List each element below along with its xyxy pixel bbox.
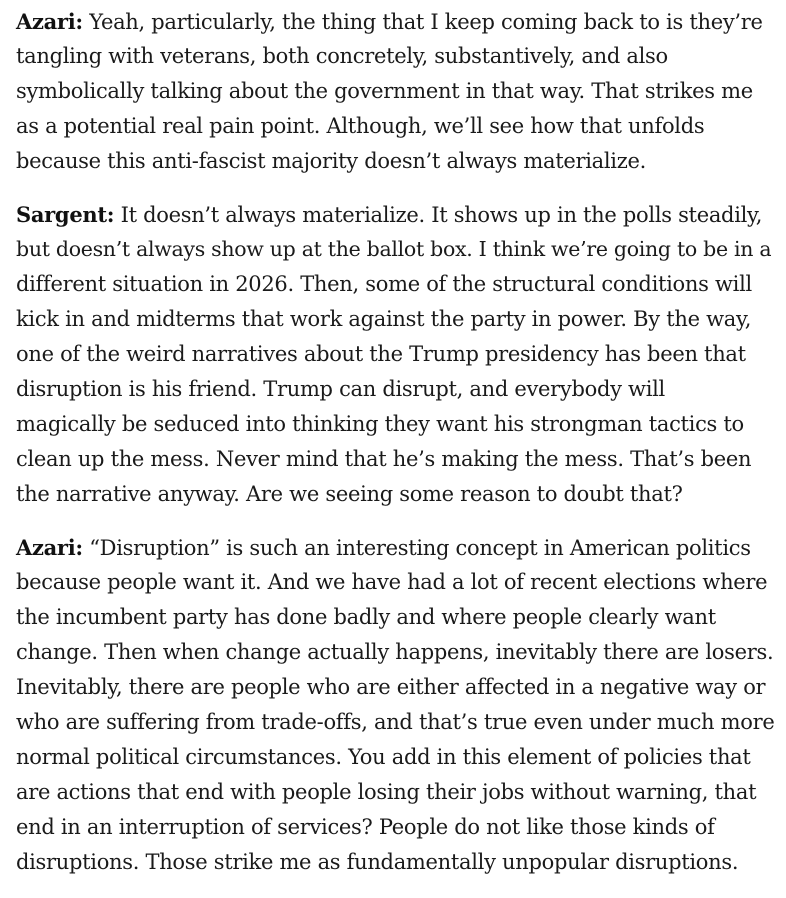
paragraph-azari-1 (16, 4, 782, 179)
speaker-name: Azari: (16, 9, 83, 34)
text-line: the narrative anyway. Are we seeing some reason to doubt that? (16, 482, 683, 506)
text-line: change. Then when change actually happens, inevitably there are losers. (16, 640, 774, 664)
article-body (16, 4, 782, 898)
text-line: but doesn’t always show up at the ballot box. I think we’re going to be in a (16, 237, 772, 261)
text-line: normal political circumstances. You add in this element of policies that (16, 745, 751, 769)
text-line: because people want it. And we have had a lot of recent elections where (16, 570, 768, 594)
text-span: It doesn’t always materialize. It shows up in the polls steadily, (120, 203, 763, 227)
text-line (16, 197, 782, 232)
text-line: as a potential real pain point. Although, we’ll see how that unfolds (16, 114, 705, 138)
text-line (16, 530, 782, 565)
text-line: disruptions. Those strike me as fundamentally unpopular disruptions. (16, 850, 739, 874)
speaker-name: Sargent: (16, 202, 115, 227)
text-line: Inevitably, there are people who are either affected in a negative way or (16, 675, 766, 699)
text-span: Yeah, particularly, the thing that I keep coming back to is they’re (89, 10, 763, 34)
paragraph-azari-2 (16, 530, 782, 880)
text-line: tangling with veterans, both concretely, substantively, and also (16, 44, 668, 68)
text-span: “Disruption” is such an interesting concept in American politics (89, 536, 751, 560)
text-line: who are suffering from trade-offs, and that’s true even under much more (16, 710, 775, 734)
text-line: clean up the mess. Never mind that he’s making the mess. That’s been (16, 447, 752, 471)
paragraph-sargent (16, 197, 782, 512)
text-line: magically be seduced into thinking they want his strongman tactics to (16, 412, 744, 436)
speaker-name: Azari: (16, 535, 83, 560)
text-line: end in an interruption of services? People do not like those kinds of (16, 815, 715, 839)
text-line: symbolically talking about the government in that way. That strikes me (16, 79, 753, 103)
text-line: disruption is his friend. Trump can disrupt, and everybody will (16, 377, 665, 401)
text-line: are actions that end with people losing their jobs without warning, that (16, 780, 757, 804)
text-line: the incumbent party has done badly and where people clearly want (16, 605, 716, 629)
text-line: one of the weird narratives about the Trump presidency has been that (16, 342, 746, 366)
text-line: because this anti-fascist majority doesn’t always materialize. (16, 149, 646, 173)
text-line (16, 4, 782, 39)
text-line: kick in and midterms that work against the party in power. By the way, (16, 307, 752, 331)
text-line: different situation in 2026. Then, some of the structural conditions will (16, 272, 752, 296)
